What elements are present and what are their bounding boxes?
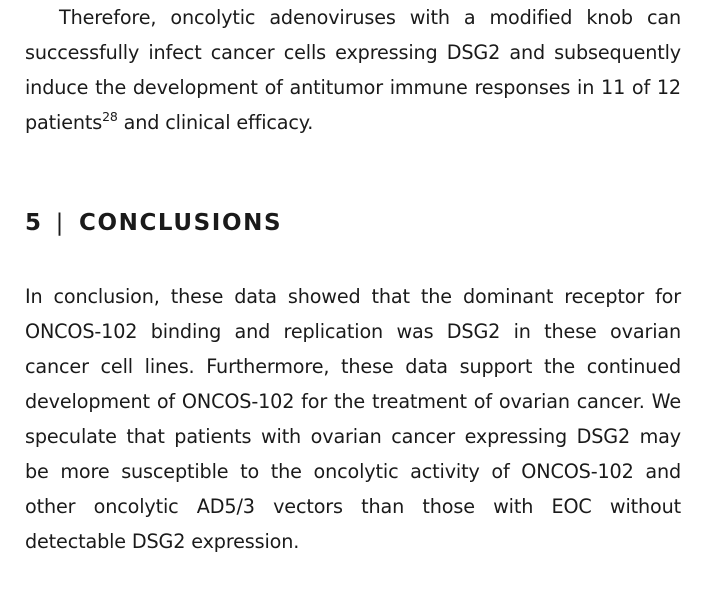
intro-paragraph [25,0,681,140]
section-heading [25,200,282,246]
intro-text: Therefore, oncolytic adenoviruses with a modified knob can successfully infect cancer cells expressing DSG2 and subsequently induce the development of antitumor immune responses in 11 of 12 patients [25,6,681,134]
section-number: 5 [25,210,43,236]
intro-text-end: and clinical efficacy. [117,111,314,134]
section-separator: | [55,210,65,236]
section-title: CONCLUSIONS [78,210,283,236]
conclusion-paragraph: In conclusion, these data showed that the dominant receptor for ONCOS-102 binding and replication was DSG2 in these ovarian cancer cell lines. Furthermore, these data support the continued development of ONCOS-102 for the treatment of ovarian cancer. We speculate that patients with ovarian cancer expressing DSG2 may be more susceptible to the oncolytic activity of ONCOS-102 and other oncolytic AD5/3 vectors than those with EOC without detectable DSG2 expression. [25,285,681,553]
citation-ref[interactable]: 28 [102,108,118,124]
